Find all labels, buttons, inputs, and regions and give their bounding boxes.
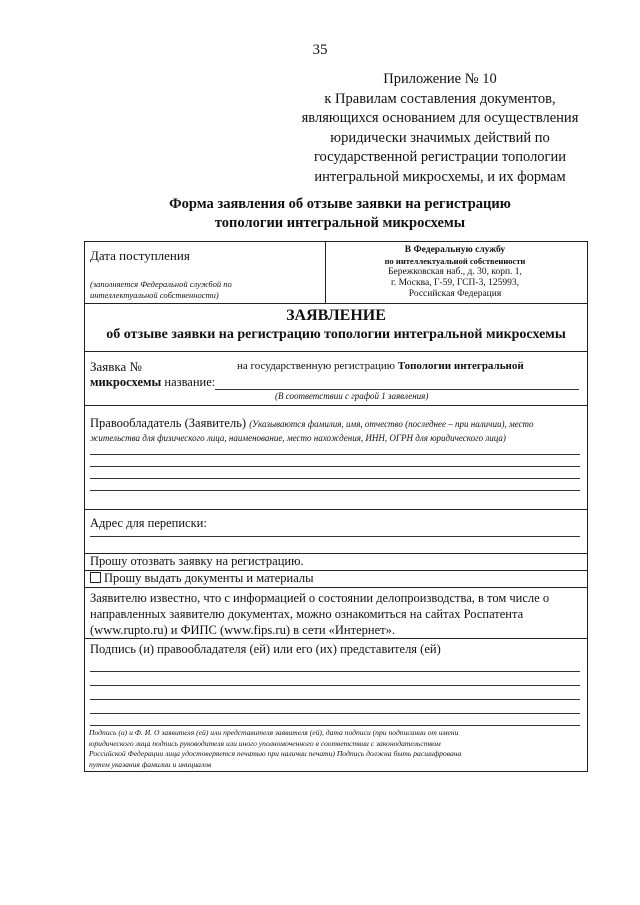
signature-note-line: Подпись (и) и Ф. И. О заявителя (ей) или представителя заявителя (ей), дата подписи (при подписании от имени — [89, 728, 459, 737]
holder-input-line[interactable] — [90, 490, 580, 491]
header-row — [85, 242, 587, 304]
application-name-label-rest: название: — [161, 375, 216, 389]
statement-title: ЗАЯВЛЕНИЕ — [286, 307, 386, 324]
documents-text: Прошу выдать документы и материалы — [104, 571, 314, 585]
form-title-line: топологии интегральной микросхемы — [214, 215, 466, 231]
withdraw-row — [85, 554, 587, 571]
holder-input-line[interactable] — [90, 466, 580, 467]
addressee-line: по интеллектуальной собственности — [384, 256, 526, 266]
info-text — [90, 590, 549, 638]
application-name-label-bold: микросхемы — [90, 375, 162, 389]
documents-checkbox[interactable] — [90, 572, 101, 583]
receipt-note: интеллектуальной собственности) — [90, 290, 219, 300]
appendix-line: государственной регистрации топологии — [313, 149, 567, 165]
appendix-line: интегральной микросхемы, и их формам — [314, 168, 566, 185]
addressee-line: В Федеральную службу — [404, 245, 506, 255]
holder-input-line[interactable] — [90, 454, 580, 455]
signature-input-line[interactable] — [90, 671, 580, 672]
signature-label: Подпись (и) правообладателя (ей) или его (их) представителя (ей) — [90, 642, 441, 656]
application-name-label — [90, 375, 215, 390]
signature-note — [89, 728, 461, 770]
appendix-header — [290, 70, 590, 187]
signature-note-line: путем указания фамилии и инициалов — [89, 759, 212, 769]
appendix-line: к Правилам составления документов, — [324, 90, 556, 107]
signature-input-line[interactable] — [90, 725, 580, 726]
application-number-label: Заявка № — [90, 359, 142, 374]
signature-input-line[interactable] — [90, 699, 580, 700]
addressee-line: Бережковская наб., д. 30, корп. 1, — [388, 267, 522, 277]
application-name-field[interactable] — [215, 389, 579, 390]
address-row — [85, 510, 587, 554]
documents-option — [90, 571, 314, 586]
appendix-line: юридически значимых действий по — [330, 129, 550, 146]
addressee-block — [326, 245, 584, 300]
withdraw-text: Прошу отозвать заявку на регистрацию. — [90, 554, 304, 568]
application-subject: Топологии интегральной — [397, 360, 524, 372]
address-input-line[interactable] — [90, 536, 580, 537]
holder-input-line[interactable] — [90, 478, 580, 479]
form-title — [80, 195, 600, 233]
holder-label-line — [90, 416, 534, 431]
receipt-note: (заполняется Федеральной службой по — [90, 279, 232, 289]
appendix-line: Приложение № 10 — [383, 71, 497, 87]
holder-note: жительства для физического лица, наименование, место нахождения, ИНН, ОГРН для юридического лица) — [90, 433, 506, 443]
signature-input-line[interactable] — [90, 713, 580, 714]
addressee-line: Российская Федерация — [408, 289, 502, 299]
signature-row — [85, 639, 587, 771]
page-number: 35 — [312, 42, 328, 58]
application-registration-text — [237, 360, 524, 372]
statement-title-row — [85, 304, 587, 352]
application-name-note: (В соответствии с графой 1 заявления) — [275, 391, 429, 401]
appendix-line: являющихся основанием для осуществления — [301, 110, 579, 126]
statement-subtitle: об отзыве заявки на регистрацию топологии интегральной микросхемы — [106, 327, 566, 342]
info-line: (www.rupto.ru) и ФИПС (www.fips.ru) в сети «Интернет». — [90, 623, 395, 637]
application-form — [84, 241, 588, 772]
receipt-date-label: Дата поступления — [90, 248, 190, 263]
application-row — [85, 352, 587, 406]
signature-note-line: Российской Федерации лица удостоверяется печатью при наличии печати) Подпись должна быть расшифрована — [89, 749, 462, 758]
signature-input-line[interactable] — [90, 685, 580, 686]
application-registration-prefix: на государственную регистрацию — [237, 360, 398, 372]
signature-note-line: юридического лица подпись руководителя или иного уполномоченного в соответствии с законодательством — [89, 738, 441, 748]
info-line: направленных заявителю документах, можно ознакомиться на сайтах Роспатента — [90, 607, 524, 621]
documents-row — [85, 571, 587, 588]
address-label: Адрес для переписки: — [90, 516, 207, 530]
holder-note: (Указываются фамилия, имя, отчество (последнее – при наличии), место — [249, 419, 534, 429]
info-line: Заявителю известно, что с информацией о состоянии делопроизводства, в том числе о — [90, 591, 550, 605]
holder-label: Правообладатель (Заявитель) — [90, 416, 247, 430]
form-title-line: Форма заявления об отзыве заявки на регистрацию — [169, 196, 511, 212]
addressee-line: г. Москва, Г-59, ГСП-3, 125993, — [391, 278, 519, 288]
holder-row — [85, 406, 587, 510]
info-row — [85, 588, 587, 639]
